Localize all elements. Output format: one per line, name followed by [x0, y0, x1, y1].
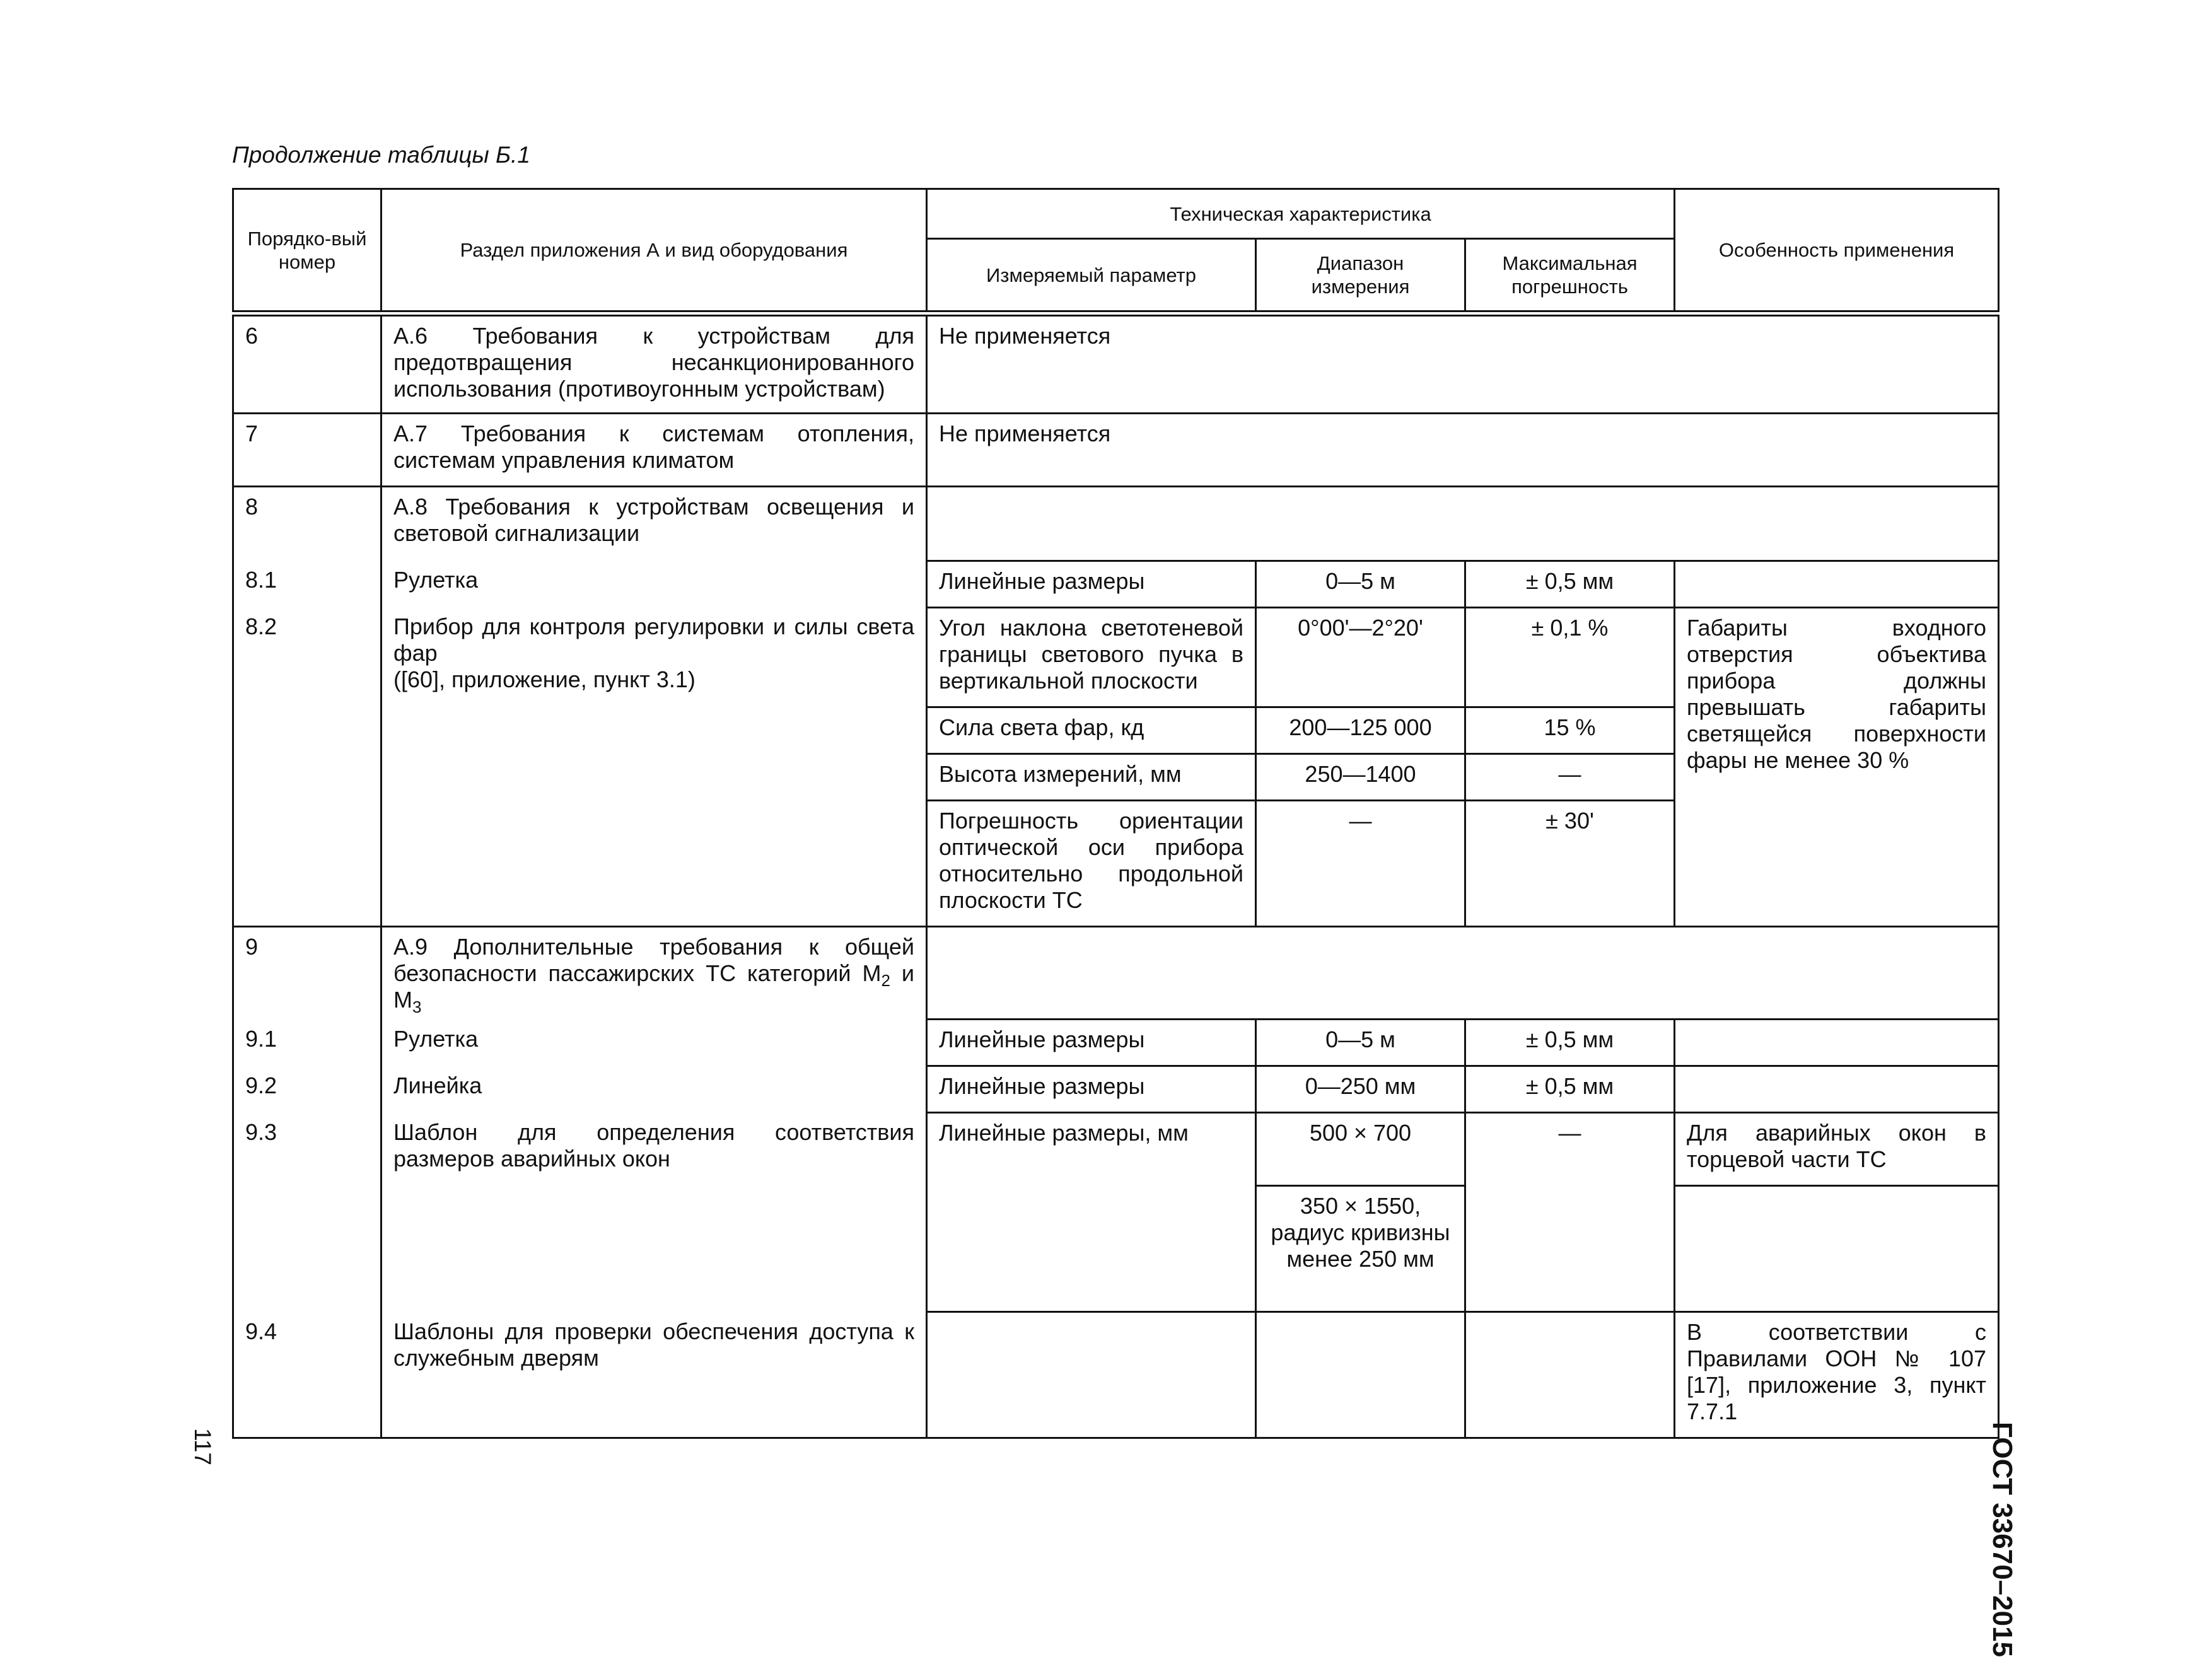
row-section: А.6 Требования к устройствам для предотвращения несанкционированного использования (противоугонным устройствам) [381, 313, 927, 413]
row-value [927, 926, 1999, 1020]
row-notes: Для аварийных окон в торцевой части ТС [1675, 1113, 1999, 1186]
row-error: ± 0,5 мм [1465, 561, 1675, 607]
table-row [233, 1113, 1999, 1186]
row-param [927, 1312, 1256, 1438]
row-range: 350 × 1550, радиус кривизны менее 250 мм [1256, 1186, 1465, 1312]
row-error: — [1465, 1113, 1675, 1312]
row-value [927, 486, 1999, 561]
table-row [233, 1066, 1999, 1113]
category-subscript: 2 [881, 970, 890, 990]
row-number: 8.2 [233, 607, 381, 926]
row-number: 7 [233, 413, 381, 486]
header-tech: Техническая характеристика [927, 189, 1675, 239]
row-notes [1675, 1186, 1999, 1312]
row-number: 6 [233, 313, 381, 413]
equipment-table [232, 188, 2000, 1439]
category-m: М [862, 960, 882, 986]
row-notes: В соответствии с Правилами ООН № 107 [17], приложение 3, пункт 7.7.1 [1675, 1312, 1999, 1438]
row-range: 200—125 000 [1256, 707, 1465, 753]
row-section: Шаблоны для проверки обеспечения доступа к служебным дверям [381, 1312, 927, 1438]
header-param: Измеряемый параметр [927, 239, 1256, 314]
row-number: 9.4 [233, 1312, 381, 1438]
table-row [233, 926, 1999, 1020]
table-row [233, 607, 1999, 707]
row-number: 9.2 [233, 1066, 381, 1113]
row-range: 0—250 мм [1256, 1066, 1465, 1113]
section-and: и [890, 960, 914, 986]
row-section: А.7 Требования к системам отопления, системам управления климатом [381, 413, 927, 486]
row-number: 9 [233, 926, 381, 1020]
table-caption: Продолжение таблицы Б.1 [232, 142, 530, 168]
row-section: Линейка [381, 1066, 927, 1113]
table-row [233, 486, 1999, 561]
row-value: Не применяется [927, 313, 1999, 413]
row-param: Высота измерений, мм [927, 753, 1256, 800]
header-section: Раздел приложения А и вид оборудования [381, 189, 927, 314]
row-section [381, 926, 927, 1020]
category-m: М [393, 986, 412, 1013]
table-row [233, 561, 1999, 607]
row-notes: Габариты входного отверстия объектива прибора должны превышать габариты светящейся поверхности фары не менее 30 % [1675, 607, 1999, 926]
row-number: 9.3 [233, 1113, 381, 1312]
row-range: — [1256, 800, 1465, 926]
row-number: 9.1 [233, 1020, 381, 1066]
row-section: Шаблон для определения соответствия размеров аварийных окон [381, 1113, 927, 1312]
row-error: ± 30' [1465, 800, 1675, 926]
row-param: Линейные размеры, мм [927, 1113, 1256, 1312]
row-section: А.8 Требования к устройствам освещения и световой сигнализации [381, 486, 927, 561]
row-section: Рулетка [381, 561, 927, 607]
row-param: Линейные размеры [927, 561, 1256, 607]
row-range [1256, 1312, 1465, 1438]
row-range: 500 × 700 [1256, 1113, 1465, 1186]
section-reference: ([60], приложение, пункт 3.1) [393, 666, 696, 692]
page-number: 117 [190, 1428, 216, 1465]
row-param: Угол наклона светотеневой границы светового пучка в вертикальной плоскости [927, 607, 1256, 707]
table-row [233, 1020, 1999, 1066]
row-error: ± 0,1 % [1465, 607, 1675, 707]
header-number: Порядко-вый номер [233, 189, 381, 314]
section-text: А.9 Дополнительные требования к общей безопасности пассажирских ТС категорий [393, 933, 914, 986]
row-value: Не применяется [927, 413, 1999, 486]
header-error: Максимальная погрешность [1465, 239, 1675, 314]
header-range: Диапазон измерения [1256, 239, 1465, 314]
row-notes [1675, 1066, 1999, 1113]
row-number: 8 [233, 486, 381, 561]
row-section [381, 607, 927, 926]
row-error [1465, 1312, 1675, 1438]
table-row [233, 1312, 1999, 1438]
row-range: 250—1400 [1256, 753, 1465, 800]
section-text: Прибор для контроля регулировки и силы света фар [393, 613, 914, 666]
row-error: ± 0,5 мм [1465, 1020, 1675, 1066]
row-range: 0—5 м [1256, 1020, 1465, 1066]
row-param: Линейные размеры [927, 1066, 1256, 1113]
row-error: — [1465, 753, 1675, 800]
row-range: 0—5 м [1256, 561, 1465, 607]
header-notes: Особенность применения [1675, 189, 1999, 314]
table-row [233, 313, 1999, 413]
row-section: Рулетка [381, 1020, 927, 1066]
row-param: Сила света фар, кд [927, 707, 1256, 753]
row-notes [1675, 561, 1999, 607]
category-subscript: 3 [412, 997, 422, 1016]
table-row [233, 413, 1999, 486]
row-error: ± 0,5 мм [1465, 1066, 1675, 1113]
row-notes [1675, 1020, 1999, 1066]
row-param: Линейные размеры [927, 1020, 1256, 1066]
document-code: ГОСТ 33670–2015 [1987, 1422, 2018, 1657]
row-error: 15 % [1465, 707, 1675, 753]
row-range: 0°00'—2°20' [1256, 607, 1465, 707]
row-param: Погрешность ориентации оптической оси прибора относительно продольной плоскости ТС [927, 800, 1256, 926]
row-number: 8.1 [233, 561, 381, 607]
